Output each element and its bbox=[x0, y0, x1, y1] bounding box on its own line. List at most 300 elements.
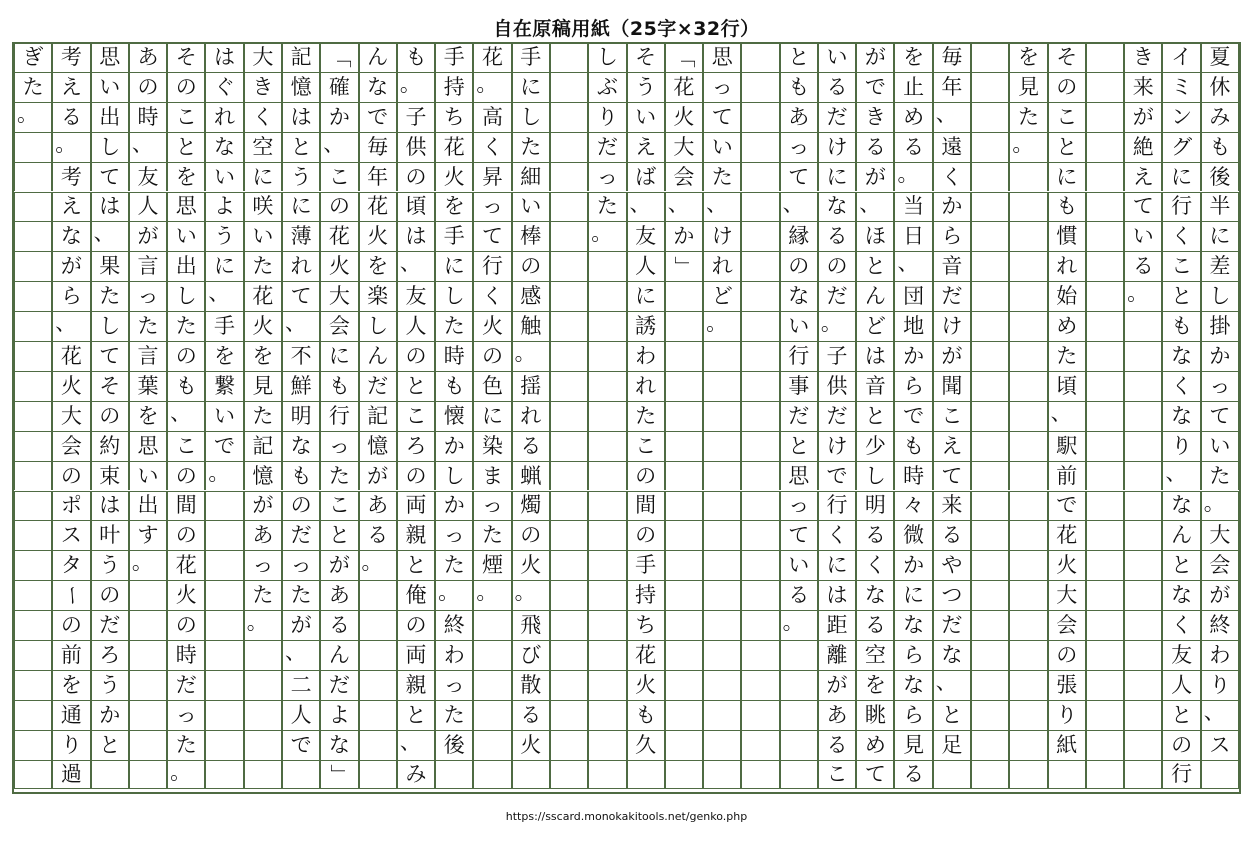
grid-cell: 空 bbox=[856, 640, 894, 670]
grid-cell: る bbox=[52, 102, 90, 132]
grid-cell: れ bbox=[1048, 251, 1086, 281]
grid-cell: に bbox=[1201, 221, 1239, 251]
grid-cell: 思 bbox=[780, 461, 818, 491]
grid-cell: た bbox=[1048, 341, 1086, 371]
grid-cell: だ bbox=[780, 401, 818, 431]
grid-cell: 持 bbox=[435, 72, 473, 102]
grid-cell: 、 bbox=[91, 221, 129, 251]
grid-cell: る bbox=[512, 431, 550, 461]
grid-cell: と bbox=[320, 520, 358, 550]
grid-cell bbox=[1086, 162, 1124, 192]
grid-cell: 少 bbox=[856, 431, 894, 461]
grid-cell: い bbox=[129, 461, 167, 491]
grid-cell bbox=[550, 281, 588, 311]
grid-cell bbox=[1009, 431, 1047, 461]
grid-cell: 薄 bbox=[282, 221, 320, 251]
grid-cell: う bbox=[91, 670, 129, 700]
grid-cell: て bbox=[780, 162, 818, 192]
grid-cell: の bbox=[167, 461, 205, 491]
grid-cell: る bbox=[818, 730, 856, 760]
manuscript-column bbox=[627, 42, 665, 790]
grid-cell: る bbox=[1124, 251, 1162, 281]
grid-cell: 友 bbox=[627, 221, 665, 251]
grid-cell bbox=[1086, 401, 1124, 431]
grid-cell: え bbox=[933, 431, 971, 461]
grid-cell: 大 bbox=[1201, 520, 1239, 550]
grid-cell: ろ bbox=[91, 640, 129, 670]
grid-cell: な bbox=[359, 72, 397, 102]
grid-cell: 友 bbox=[397, 281, 435, 311]
grid-cell: よ bbox=[320, 700, 358, 730]
grid-cell bbox=[588, 730, 626, 760]
grid-cell: な bbox=[205, 132, 243, 162]
grid-cell bbox=[588, 760, 626, 790]
grid-cell bbox=[741, 520, 779, 550]
grid-cell: の bbox=[52, 610, 90, 640]
grid-cell: た bbox=[282, 580, 320, 610]
grid-cell: 。 bbox=[397, 72, 435, 102]
grid-cell: っ bbox=[780, 491, 818, 521]
grid-cell bbox=[588, 371, 626, 401]
grid-cell bbox=[1009, 371, 1047, 401]
grid-cell: 、 bbox=[894, 251, 932, 281]
grid-cell: 思 bbox=[91, 42, 129, 72]
grid-cell: 。 bbox=[780, 610, 818, 640]
grid-cell bbox=[588, 610, 626, 640]
grid-cell: 休 bbox=[1201, 72, 1239, 102]
grid-cell: に bbox=[1048, 162, 1086, 192]
grid-cell: 年 bbox=[933, 72, 971, 102]
grid-cell: う bbox=[205, 221, 243, 251]
grid-cell: た bbox=[244, 580, 282, 610]
grid-cell: ど bbox=[856, 311, 894, 341]
grid-cell: が bbox=[320, 550, 358, 580]
grid-cell bbox=[14, 550, 52, 580]
grid-cell: 夏 bbox=[1201, 42, 1239, 72]
grid-cell: い bbox=[1124, 221, 1162, 251]
grid-cell: 頃 bbox=[1048, 371, 1086, 401]
grid-cell: 憶 bbox=[244, 461, 282, 491]
grid-cell: 人 bbox=[282, 700, 320, 730]
grid-cell: 。 bbox=[512, 341, 550, 371]
grid-cell bbox=[129, 640, 167, 670]
grid-cell bbox=[550, 42, 588, 72]
grid-cell: 行 bbox=[818, 491, 856, 521]
grid-cell bbox=[205, 610, 243, 640]
grid-cell bbox=[703, 580, 741, 610]
grid-cell: 聞 bbox=[933, 371, 971, 401]
grid-cell: つ bbox=[933, 580, 971, 610]
grid-cell bbox=[703, 491, 741, 521]
grid-cell: と bbox=[91, 730, 129, 760]
grid-cell: 。 bbox=[588, 221, 626, 251]
grid-cell: も bbox=[320, 371, 358, 401]
grid-cell: み bbox=[1201, 102, 1239, 132]
grid-cell: と bbox=[856, 401, 894, 431]
grid-cell bbox=[741, 550, 779, 580]
grid-cell bbox=[1009, 700, 1047, 730]
grid-cell: の bbox=[780, 251, 818, 281]
grid-cell: だ bbox=[818, 401, 856, 431]
grid-cell: で bbox=[818, 461, 856, 491]
grid-cell: い bbox=[780, 311, 818, 341]
grid-cell: 。 bbox=[14, 102, 52, 132]
grid-cell: っ bbox=[435, 520, 473, 550]
grid-cell: の bbox=[627, 461, 665, 491]
grid-cell: 掛 bbox=[1201, 311, 1239, 341]
grid-cell bbox=[703, 670, 741, 700]
grid-cell: 供 bbox=[397, 132, 435, 162]
grid-cell bbox=[14, 640, 52, 670]
grid-cell: 人 bbox=[397, 311, 435, 341]
grid-cell bbox=[1086, 371, 1124, 401]
grid-cell: 楽 bbox=[359, 281, 397, 311]
grid-cell bbox=[1086, 431, 1124, 461]
grid-cell bbox=[1086, 132, 1124, 162]
grid-cell: が bbox=[244, 491, 282, 521]
grid-cell: ま bbox=[473, 461, 511, 491]
grid-cell bbox=[1124, 580, 1162, 610]
grid-cell bbox=[1009, 281, 1047, 311]
grid-cell bbox=[550, 371, 588, 401]
grid-cell bbox=[1009, 341, 1047, 371]
grid-cell: た bbox=[703, 162, 741, 192]
grid-cell: く bbox=[1162, 221, 1200, 251]
grid-cell bbox=[244, 760, 282, 790]
grid-cell bbox=[129, 760, 167, 790]
grid-cell bbox=[741, 640, 779, 670]
grid-cell: 細 bbox=[512, 162, 550, 192]
grid-cell: く bbox=[856, 550, 894, 580]
grid-cell: っ bbox=[282, 550, 320, 580]
grid-cell: る bbox=[512, 700, 550, 730]
grid-cell: 大 bbox=[320, 281, 358, 311]
grid-cell: 親 bbox=[397, 670, 435, 700]
grid-cell: め bbox=[856, 730, 894, 760]
grid-cell: た bbox=[627, 401, 665, 431]
grid-cell: れ bbox=[205, 102, 243, 132]
manuscript-column bbox=[550, 42, 588, 790]
grid-cell: だ bbox=[588, 132, 626, 162]
grid-cell: で bbox=[856, 72, 894, 102]
grid-cell bbox=[1009, 550, 1047, 580]
grid-cell: グ bbox=[1162, 132, 1200, 162]
grid-cell: イ bbox=[1162, 42, 1200, 72]
grid-cell bbox=[703, 610, 741, 640]
grid-cell: 手 bbox=[512, 42, 550, 72]
grid-cell: 花 bbox=[473, 42, 511, 72]
manuscript-column bbox=[282, 42, 320, 790]
grid-cell: そ bbox=[91, 371, 129, 401]
grid-cell bbox=[1086, 730, 1124, 760]
grid-cell: し bbox=[435, 461, 473, 491]
manuscript-column bbox=[14, 42, 52, 790]
grid-cell: 親 bbox=[397, 520, 435, 550]
grid-cell: 前 bbox=[52, 640, 90, 670]
manuscript-column bbox=[359, 42, 397, 790]
grid-cell: る bbox=[359, 520, 397, 550]
grid-cell bbox=[14, 341, 52, 371]
grid-cell: 会 bbox=[52, 431, 90, 461]
grid-cell bbox=[512, 760, 550, 790]
manuscript-column bbox=[665, 42, 703, 790]
grid-cell: か bbox=[894, 550, 932, 580]
grid-cell: 遠 bbox=[933, 132, 971, 162]
grid-cell bbox=[971, 401, 1009, 431]
grid-cell: 会 bbox=[1201, 550, 1239, 580]
grid-cell: い bbox=[818, 42, 856, 72]
grid-cell: で bbox=[282, 730, 320, 760]
grid-cell: 」 bbox=[665, 251, 703, 281]
grid-cell bbox=[282, 760, 320, 790]
grid-cell: ぶ bbox=[588, 72, 626, 102]
grid-cell bbox=[550, 760, 588, 790]
grid-cell: く bbox=[244, 102, 282, 132]
grid-cell: 花 bbox=[435, 132, 473, 162]
grid-cell: も bbox=[1048, 192, 1086, 222]
grid-cell: だ bbox=[359, 371, 397, 401]
grid-cell: 大 bbox=[52, 401, 90, 431]
grid-cell: の bbox=[512, 251, 550, 281]
grid-cell bbox=[129, 670, 167, 700]
grid-cell bbox=[665, 401, 703, 431]
grid-cell: た bbox=[244, 251, 282, 281]
grid-cell: 染 bbox=[473, 431, 511, 461]
grid-cell bbox=[588, 491, 626, 521]
grid-cell bbox=[1086, 670, 1124, 700]
grid-cell: こ bbox=[1162, 251, 1200, 281]
grid-cell: れ bbox=[703, 251, 741, 281]
grid-cell: 。 bbox=[894, 162, 932, 192]
grid-cell bbox=[627, 760, 665, 790]
grid-cell bbox=[1124, 461, 1162, 491]
grid-cell: か bbox=[435, 431, 473, 461]
grid-cell bbox=[1009, 401, 1047, 431]
grid-cell bbox=[550, 461, 588, 491]
grid-cell: で bbox=[359, 102, 397, 132]
grid-cell: 火 bbox=[52, 371, 90, 401]
grid-cell: も bbox=[1201, 132, 1239, 162]
grid-cell bbox=[550, 431, 588, 461]
grid-cell: け bbox=[933, 311, 971, 341]
grid-cell bbox=[971, 221, 1009, 251]
grid-cell: っ bbox=[780, 132, 818, 162]
grid-cell: あ bbox=[129, 42, 167, 72]
grid-cell: 時 bbox=[167, 640, 205, 670]
grid-cell bbox=[550, 162, 588, 192]
grid-cell: で bbox=[1048, 491, 1086, 521]
grid-cell: 火 bbox=[512, 550, 550, 580]
grid-cell: こ bbox=[818, 760, 856, 790]
grid-cell: を bbox=[52, 670, 90, 700]
grid-cell: 行 bbox=[1162, 760, 1200, 790]
grid-cell: 花 bbox=[320, 221, 358, 251]
grid-cell: た bbox=[167, 730, 205, 760]
grid-cell bbox=[550, 192, 588, 222]
grid-cell bbox=[665, 610, 703, 640]
grid-cell bbox=[780, 640, 818, 670]
grid-cell bbox=[1124, 491, 1162, 521]
grid-cell bbox=[1124, 311, 1162, 341]
grid-cell bbox=[1086, 251, 1124, 281]
grid-cell bbox=[359, 760, 397, 790]
grid-cell: な bbox=[1162, 341, 1200, 371]
grid-cell bbox=[741, 221, 779, 251]
grid-cell: り bbox=[52, 730, 90, 760]
grid-cell: 、 bbox=[1201, 700, 1239, 730]
grid-cell: の bbox=[473, 341, 511, 371]
grid-cell: ら bbox=[894, 700, 932, 730]
grid-cell: ん bbox=[856, 281, 894, 311]
grid-cell: こ bbox=[1048, 102, 1086, 132]
grid-cell: っ bbox=[703, 72, 741, 102]
manuscript-column bbox=[1162, 42, 1200, 790]
grid-cell bbox=[741, 461, 779, 491]
grid-cell: で bbox=[894, 401, 932, 431]
grid-cell: 音 bbox=[856, 371, 894, 401]
grid-cell: な bbox=[818, 192, 856, 222]
grid-cell: 駅 bbox=[1048, 431, 1086, 461]
grid-cell: 、 bbox=[129, 132, 167, 162]
grid-cell bbox=[473, 730, 511, 760]
grid-cell: ー bbox=[52, 580, 90, 610]
grid-cell bbox=[1086, 42, 1124, 72]
grid-cell: の bbox=[167, 520, 205, 550]
grid-cell bbox=[665, 580, 703, 610]
grid-cell: る bbox=[818, 221, 856, 251]
grid-cell bbox=[14, 251, 52, 281]
grid-cell bbox=[1009, 491, 1047, 521]
manuscript-column bbox=[588, 42, 626, 790]
grid-cell bbox=[1086, 550, 1124, 580]
grid-cell bbox=[971, 670, 1009, 700]
grid-cell: て bbox=[703, 102, 741, 132]
grid-cell: が bbox=[856, 42, 894, 72]
grid-cell bbox=[933, 760, 971, 790]
grid-cell: 、 bbox=[52, 311, 90, 341]
grid-cell: 束 bbox=[91, 461, 129, 491]
grid-cell: 出 bbox=[129, 491, 167, 521]
grid-cell bbox=[473, 640, 511, 670]
grid-cell bbox=[14, 401, 52, 431]
grid-cell: 慣 bbox=[1048, 221, 1086, 251]
grid-cell: 火 bbox=[167, 580, 205, 610]
grid-cell bbox=[550, 132, 588, 162]
grid-cell: 持 bbox=[627, 580, 665, 610]
grid-cell: っ bbox=[244, 550, 282, 580]
grid-cell: ら bbox=[933, 221, 971, 251]
grid-cell bbox=[14, 132, 52, 162]
grid-cell: ち bbox=[627, 610, 665, 640]
grid-cell: よ bbox=[205, 192, 243, 222]
grid-cell: の bbox=[52, 461, 90, 491]
grid-cell: り bbox=[1201, 670, 1239, 700]
grid-cell: や bbox=[933, 550, 971, 580]
grid-cell: 終 bbox=[1201, 610, 1239, 640]
grid-cell bbox=[665, 730, 703, 760]
grid-cell: 花 bbox=[627, 640, 665, 670]
manuscript-column bbox=[512, 42, 550, 790]
grid-cell bbox=[665, 550, 703, 580]
grid-cell bbox=[780, 730, 818, 760]
grid-cell: に bbox=[818, 550, 856, 580]
grid-cell: は bbox=[205, 42, 243, 72]
grid-cell bbox=[14, 162, 52, 192]
grid-cell: 花 bbox=[244, 281, 282, 311]
grid-cell: 終 bbox=[435, 610, 473, 640]
grid-cell: が bbox=[856, 162, 894, 192]
grid-cell: わ bbox=[435, 640, 473, 670]
grid-cell: 約 bbox=[91, 431, 129, 461]
grid-cell: が bbox=[818, 670, 856, 700]
grid-cell: ち bbox=[435, 102, 473, 132]
grid-cell: れ bbox=[512, 401, 550, 431]
grid-cell: た bbox=[91, 281, 129, 311]
grid-cell: を bbox=[205, 341, 243, 371]
grid-cell bbox=[741, 700, 779, 730]
grid-cell: 花 bbox=[359, 192, 397, 222]
manuscript-column bbox=[1048, 42, 1086, 790]
grid-cell: は bbox=[282, 102, 320, 132]
grid-cell: 揺 bbox=[512, 371, 550, 401]
grid-cell bbox=[780, 760, 818, 790]
grid-cell bbox=[971, 102, 1009, 132]
grid-cell: 紙 bbox=[1048, 730, 1086, 760]
grid-cell: 花 bbox=[167, 550, 205, 580]
grid-cell: だ bbox=[91, 610, 129, 640]
grid-cell: 、 bbox=[933, 102, 971, 132]
grid-cell: 。 bbox=[1124, 281, 1162, 311]
grid-cell bbox=[14, 192, 52, 222]
grid-cell: だ bbox=[282, 520, 320, 550]
grid-cell: 火 bbox=[512, 730, 550, 760]
grid-cell bbox=[550, 251, 588, 281]
grid-cell bbox=[1086, 461, 1124, 491]
grid-cell bbox=[971, 162, 1009, 192]
grid-cell bbox=[1048, 760, 1086, 790]
grid-cell: 毎 bbox=[359, 132, 397, 162]
grid-cell bbox=[1086, 520, 1124, 550]
grid-cell: 両 bbox=[397, 491, 435, 521]
grid-cell: 音 bbox=[933, 251, 971, 281]
grid-cell: く bbox=[933, 162, 971, 192]
grid-cell bbox=[1009, 640, 1047, 670]
grid-cell bbox=[244, 640, 282, 670]
grid-cell: 火 bbox=[1048, 550, 1086, 580]
grid-cell bbox=[14, 760, 52, 790]
grid-cell: な bbox=[1162, 491, 1200, 521]
grid-cell: く bbox=[473, 281, 511, 311]
grid-cell: ン bbox=[1162, 102, 1200, 132]
grid-cell: れ bbox=[282, 251, 320, 281]
grid-cell: 前 bbox=[1048, 461, 1086, 491]
grid-cell: え bbox=[52, 192, 90, 222]
grid-cell: え bbox=[1124, 162, 1162, 192]
grid-cell: 、 bbox=[205, 281, 243, 311]
grid-cell: 火 bbox=[665, 102, 703, 132]
grid-cell: あ bbox=[780, 102, 818, 132]
grid-cell: っ bbox=[1201, 371, 1239, 401]
grid-cell: っ bbox=[435, 670, 473, 700]
grid-cell bbox=[665, 461, 703, 491]
grid-cell: 確 bbox=[320, 72, 358, 102]
grid-cell: に bbox=[512, 72, 550, 102]
grid-cell: も bbox=[1162, 311, 1200, 341]
grid-cell bbox=[14, 520, 52, 550]
grid-cell: 会 bbox=[320, 311, 358, 341]
grid-cell bbox=[971, 610, 1009, 640]
grid-cell bbox=[665, 670, 703, 700]
